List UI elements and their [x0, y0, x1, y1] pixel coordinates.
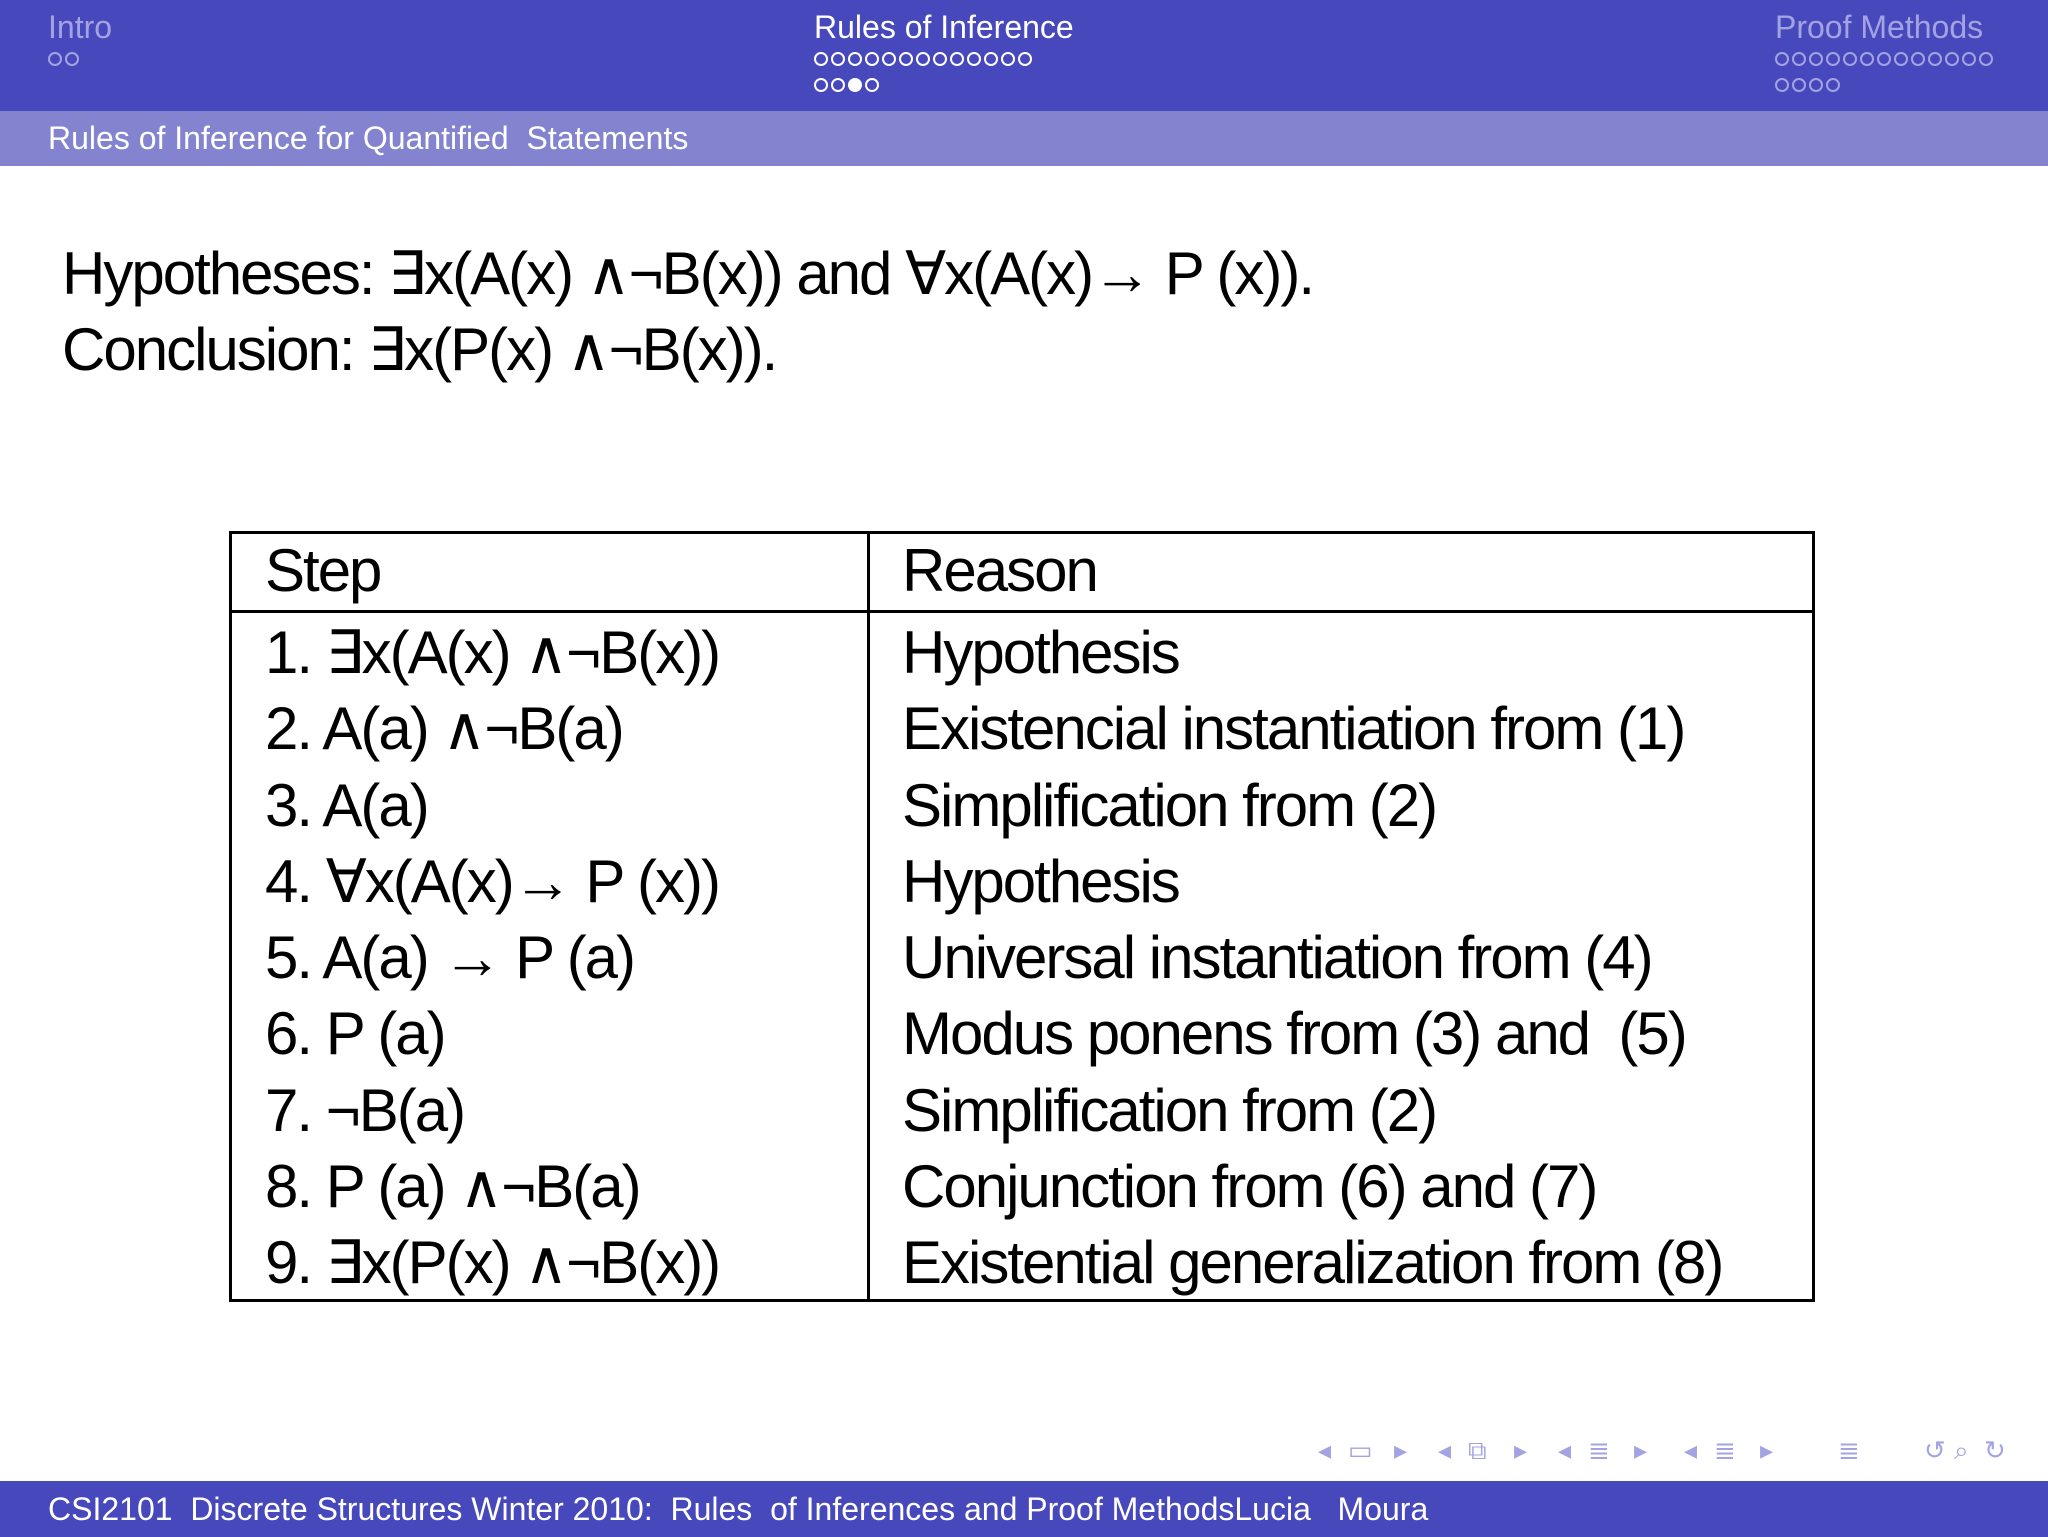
nav-dot[interactable] — [967, 52, 981, 66]
reason-cell: Conjunction from (6) and (7) — [902, 1153, 1597, 1221]
nav-dot[interactable] — [865, 78, 879, 92]
footer-text: CSI2101 Discrete Structures Winter 2010: Rules of Inferences and Proof MethodsLucia Moura — [48, 1491, 1429, 1527]
subsection-title: Rules of Inference for Quantified Statements — [48, 120, 689, 156]
frame-icon[interactable]: ▭ — [1348, 1435, 1373, 1465]
reason-cell: Existencial instantiation from (1) — [902, 695, 1685, 763]
nav-dot[interactable] — [814, 78, 828, 92]
nav-dot[interactable] — [916, 52, 930, 66]
table-row — [232, 768, 1812, 844]
nav-dot[interactable] — [65, 52, 79, 66]
arrow-left-icon[interactable]: ◂ — [1558, 1435, 1572, 1465]
table-row — [232, 691, 1812, 767]
nav-dot[interactable] — [848, 52, 862, 66]
nav-dot[interactable] — [1792, 78, 1806, 92]
header-nav-bar — [0, 0, 2048, 111]
table-row — [232, 920, 1812, 996]
nav-dot[interactable] — [1928, 52, 1942, 66]
nav-dot[interactable] — [865, 52, 879, 66]
nav-dot-row — [1775, 46, 1996, 72]
nav-dot[interactable] — [831, 52, 845, 66]
footer-bar — [0, 1481, 2048, 1537]
arrow-right-icon[interactable]: ▸ — [1634, 1435, 1648, 1465]
reason-cell: Modus ponens from (3) and (5) — [902, 1000, 1686, 1068]
nav-dot[interactable] — [1962, 52, 1976, 66]
nav-dot[interactable] — [899, 52, 913, 66]
table-row — [232, 1149, 1812, 1225]
nav-dot[interactable] — [1894, 52, 1908, 66]
column-header-reason: Reason — [902, 537, 1097, 604]
nav-dot[interactable] — [933, 52, 947, 66]
table-row — [232, 844, 1812, 920]
header-rule — [232, 610, 1812, 613]
column-header-step: Step — [265, 537, 381, 604]
nav-section-title[interactable]: Proof Methods — [1775, 9, 1984, 45]
step-cell: 3. A(a) — [265, 771, 428, 839]
conclusion-statement: Conclusion: ∃x(P(x) ∧¬B(x)). — [62, 316, 777, 383]
nav-dot[interactable] — [814, 52, 828, 66]
table-row — [232, 1225, 1812, 1301]
nav-dot[interactable] — [1911, 52, 1925, 66]
nav-dot-row — [1775, 72, 1996, 98]
nav-dot[interactable] — [1979, 52, 1993, 66]
nav-dot[interactable] — [48, 52, 62, 66]
section-icon[interactable]: ⧉ — [1468, 1435, 1487, 1465]
nav-dot[interactable] — [882, 52, 896, 66]
nav-dot[interactable] — [1945, 52, 1959, 66]
nav-dot[interactable] — [831, 78, 845, 92]
nav-dot-row — [48, 46, 112, 72]
arrow-left-icon[interactable]: ◂ — [1684, 1435, 1698, 1465]
step-cell: 9. ∃x(P(x) ∧¬B(x)) — [265, 1229, 720, 1297]
table-row — [232, 1073, 1812, 1149]
nav-dot-row — [814, 46, 1074, 72]
slide-icon[interactable]: ≣ — [1714, 1435, 1736, 1465]
reason-cell: Hypothesis — [902, 847, 1179, 915]
reason-cell: Existential generalization from (8) — [902, 1229, 1723, 1297]
arrow-right-icon[interactable]: ▸ — [1514, 1435, 1528, 1465]
hypotheses-statement: Hypotheses: ∃x(A(x) ∧¬B(x)) and ∀x(A(x)→ P (x)). — [62, 240, 1313, 307]
align-icon[interactable]: ≣ — [1838, 1435, 1860, 1465]
nav-section-intro[interactable] — [48, 8, 112, 72]
nav-dot[interactable] — [1775, 52, 1789, 66]
nav-dot[interactable] — [1843, 52, 1857, 66]
subsection-icon[interactable]: ≣ — [1588, 1435, 1610, 1465]
table-body — [232, 615, 1812, 1302]
nav-dot[interactable] — [1018, 52, 1032, 66]
reason-cell: Simplification from (2) — [902, 1076, 1437, 1144]
nav-dot[interactable] — [1792, 52, 1806, 66]
arrow-right-icon[interactable]: ▸ — [1394, 1435, 1408, 1465]
beamer-navigation-controls — [1318, 1433, 2028, 1467]
step-cell: 8. P (a) ∧¬B(a) — [265, 1153, 640, 1221]
reason-cell: Simplification from (2) — [902, 771, 1437, 839]
nav-section-title[interactable]: Intro — [48, 9, 113, 45]
arrow-right-icon[interactable]: ▸ — [1760, 1435, 1774, 1465]
nav-dot[interactable] — [1826, 78, 1840, 92]
nav-dot[interactable] — [1001, 52, 1015, 66]
reason-cell: Hypothesis — [902, 619, 1179, 686]
redo-icon[interactable]: ↻ — [1984, 1435, 2006, 1465]
step-cell: 7. ¬B(a) — [265, 1076, 465, 1144]
nav-dot[interactable] — [1826, 52, 1840, 66]
step-cell: 4. ∀x(A(x)→ P (x)) — [265, 847, 719, 915]
arrow-left-icon[interactable]: ◂ — [1318, 1435, 1332, 1465]
step-cell: 5. A(a) → P (a) — [265, 924, 635, 992]
nav-dot[interactable] — [1860, 52, 1874, 66]
nav-dot[interactable] — [1809, 52, 1823, 66]
step-cell: 1. ∃x(A(x) ∧¬B(x)) — [265, 619, 720, 686]
nav-dot[interactable] — [1775, 78, 1789, 92]
search-icon[interactable]: ⌕ — [1954, 1435, 1969, 1465]
nav-dot[interactable] — [984, 52, 998, 66]
step-cell: 2. A(a) ∧¬B(a) — [265, 695, 623, 763]
nav-dot-current[interactable] — [848, 78, 862, 92]
arrow-left-icon[interactable]: ◂ — [1438, 1435, 1452, 1465]
nav-dot-row — [814, 72, 1074, 98]
undo-icon[interactable]: ↺ — [1924, 1435, 1946, 1465]
proof-table — [229, 531, 1815, 1302]
nav-section-title[interactable]: Rules of Inference — [814, 9, 1074, 45]
step-cell: 6. P (a) — [265, 1000, 445, 1068]
table-row — [232, 615, 1812, 691]
nav-dot[interactable] — [1877, 52, 1891, 66]
nav-section-rules-of-inference[interactable] — [814, 8, 1074, 98]
nav-dot[interactable] — [1809, 78, 1823, 92]
reason-cell: Universal instantiation from (4) — [902, 924, 1652, 992]
table-row — [232, 996, 1812, 1072]
subsection-bar — [0, 111, 2048, 166]
nav-dot[interactable] — [950, 52, 964, 66]
nav-section-proof-methods[interactable] — [1775, 8, 1996, 98]
